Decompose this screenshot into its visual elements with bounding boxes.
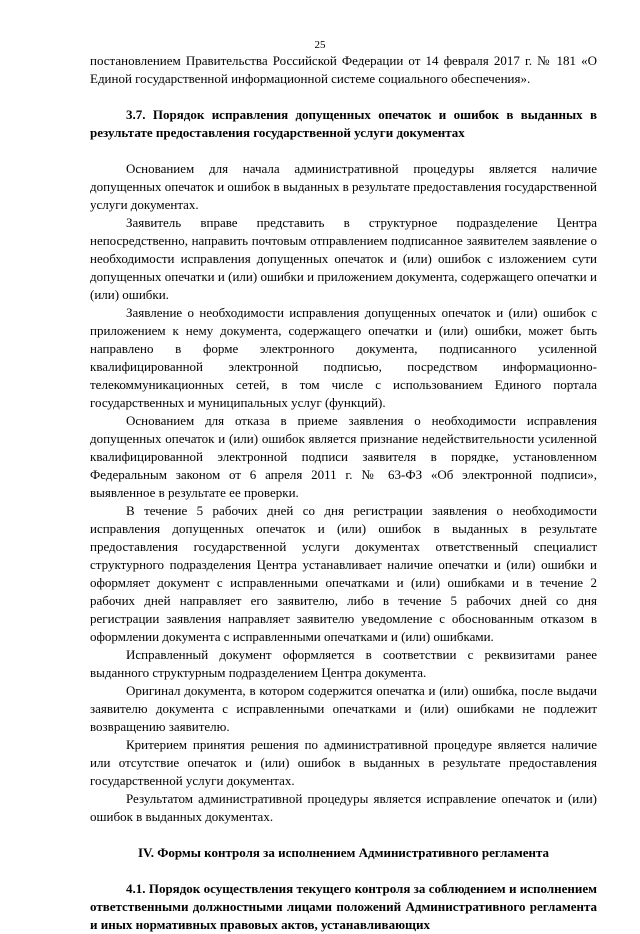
- paragraph: В течение 5 рабочих дней со дня регистрации заявления о необходимости исправления допущенных опечаток и (или) ошибок в выданных в результате предоставления государственной услуги документах ответственный специалист структурного подразделения Центра устанавливает наличие опечатки и (или) ошибки и оформляет документ с исправленными опечатками и (или) ошибками и в течение 2 рабочих дней направляет его заявителю, либо в течение 5 рабочих дней со дня регистрации заявления направляет заявителю уведомление с обоснованным отказом в оформлении документа с исправленными опечатками и (или) ошибками.: [90, 503, 597, 644]
- paragraph: Исправленный документ оформляется в соответствии с реквизитами ранее выданного структурным подразделением Центра документа.: [90, 647, 597, 680]
- paragraph: Основанием для отказа в приеме заявления о необходимости исправления допущенных опечаток и (или) ошибок является признание недействительности усиленной квалифицированной электронной подписи заявителя в порядке, установленном Федеральным законом от 6 апреля 2011 г. № 63-ФЗ «Об электронной подписи», выявленное в результате ее проверки.: [90, 413, 597, 500]
- page-content: [90, 52, 597, 934]
- intro-paragraph: постановлением Правительства Российской Федерации от 14 февраля 2017 г. № 181 «О Единой государственной информационной системе социального обеспечения».: [90, 53, 597, 86]
- paragraph: Результатом административной процедуры является исправление опечаток и (или) ошибок в выданных документах.: [90, 791, 597, 824]
- paragraph: Оригинал документа, в котором содержится опечатка и (или) ошибка, после выдачи заявителю документа с исправленными опечатками и (или) ошибками не подлежит возвращению заявителю.: [90, 683, 597, 734]
- section-4-heading: IV. Формы контроля за исполнением Административного регламента: [137, 845, 550, 860]
- paragraph: Критерием принятия решения по административной процедуре является наличие или отсутствие опечаток и (или) ошибок в выданных в результате предоставления государственной услуги документах.: [90, 737, 597, 788]
- paragraph: Заявитель вправе представить в структурное подразделение Центра непосредственно, направить почтовым отправлением подписанное заявителем заявление о необходимости исправления допущенных опечаток и (или) ошибок с изложением сути допущенных опечатки и (или) ошибки и приложением документа, содержащего опечатки и (или) ошибки.: [90, 215, 597, 302]
- paragraph: Заявление о необходимости исправления допущенных опечаток и (или) ошибок с приложением к нему документа, содержащего опечатки и (или) ошибки, может быть направлено в форме электронного документа, подписанного усиленной квалифицированной электронной подписью, посредством информационно-телекоммуникационных сетей, в том числе с использованием Единого портала государственных и муниципальных услуг (функций).: [90, 305, 597, 410]
- paragraph: Основанием для начала административной процедуры является наличие допущенных опечаток и ошибок в выданных в результате предоставления государственной услуги документах.: [90, 161, 597, 212]
- page-number: 25: [314, 39, 326, 51]
- section-3-7-heading: 3.7. Порядок исправления допущенных опечаток и ошибок в выданных в результате предоставления государственной услуги документах: [90, 107, 597, 140]
- section-4-1-heading: 4.1. Порядок осуществления текущего контроля за соблюдением и исполнением ответственными должностными лицами положений Административного регламента и иных нормативных правовых актов, устанавливающих: [90, 881, 597, 932]
